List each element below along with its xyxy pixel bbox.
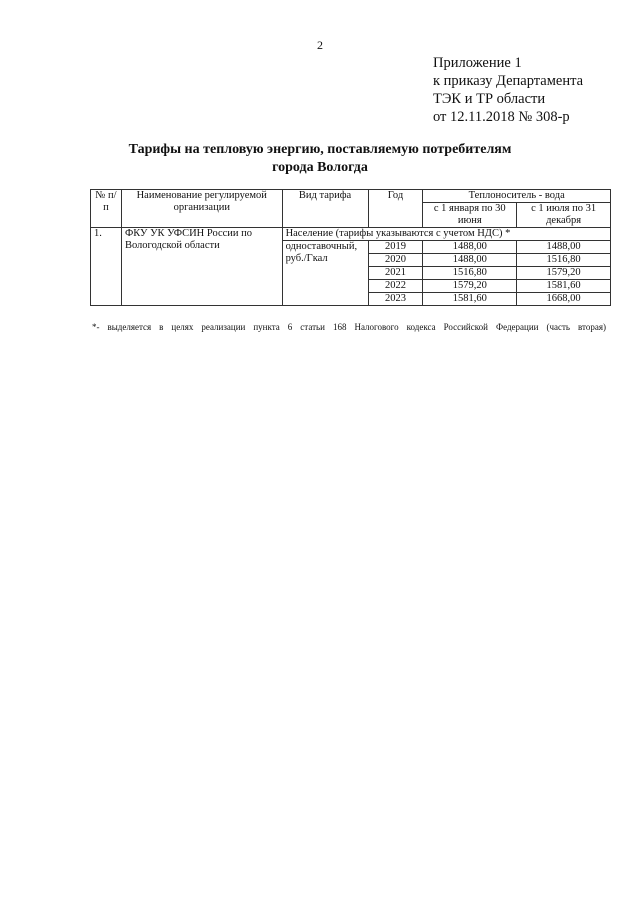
appendix-line-4: от 12.11.2018 № 308-р <box>433 109 570 125</box>
header-type: Вид тарифа <box>282 190 368 228</box>
org-name: ФКУ УК УФСИН России по Вологодской области <box>121 228 282 306</box>
header-period-1: с 1 января по 30 июня <box>423 203 517 228</box>
tariff-h2-cell: 1668,00 <box>517 293 611 306</box>
document-title <box>0 141 640 177</box>
tariff-h1-cell: 1581,60 <box>423 293 517 306</box>
tariff-h1-cell: 1488,00 <box>423 241 517 254</box>
tariff-type: одноставочный, руб./Гкал <box>282 241 368 306</box>
header-carrier: Теплоноситель - вода <box>423 190 611 203</box>
group-label: Население (тарифы указываются с учетом НДС) * <box>282 228 610 241</box>
tariff-h2-cell: 1579,20 <box>517 267 611 280</box>
page-number: 2 <box>317 38 323 52</box>
header-period-2: с 1 июля по 31 декабря <box>517 203 611 228</box>
year-cell: 2019 <box>368 241 423 254</box>
tariff-table <box>90 189 611 306</box>
table-header-row <box>91 190 611 203</box>
tariff-h2-cell: 1581,60 <box>517 280 611 293</box>
header-org: Наименование регулируемой организации <box>121 190 282 228</box>
tariff-h1-cell: 1488,00 <box>423 254 517 267</box>
appendix-line-3: ТЭК и ТР области <box>433 91 546 107</box>
title-line-2: города Вологда <box>272 160 368 175</box>
title-line-1: Тарифы на тепловую энергию, поставляемую потребителям <box>128 142 512 157</box>
table-row <box>91 228 611 241</box>
tariff-h2-cell: 1488,00 <box>517 241 611 254</box>
appendix-line-2: к приказу Департамента <box>433 73 584 89</box>
year-cell: 2022 <box>368 280 423 293</box>
header-num: № п/п <box>91 190 122 228</box>
appendix-block <box>433 54 583 126</box>
tariff-h2-cell: 1516,80 <box>517 254 611 267</box>
year-cell: 2020 <box>368 254 423 267</box>
footnote: *- выделяется в целях реализации пункта 6 статьи 168 Налогового кодекса Российской Федерации (часть вторая) <box>92 322 606 332</box>
year-cell: 2023 <box>368 293 423 306</box>
header-year: Год <box>368 190 423 228</box>
row-number: 1. <box>91 228 122 306</box>
tariff-h1-cell: 1579,20 <box>423 280 517 293</box>
year-cell: 2021 <box>368 267 423 280</box>
appendix-line-1: Приложение 1 <box>433 55 522 71</box>
tariff-h1-cell: 1516,80 <box>423 267 517 280</box>
